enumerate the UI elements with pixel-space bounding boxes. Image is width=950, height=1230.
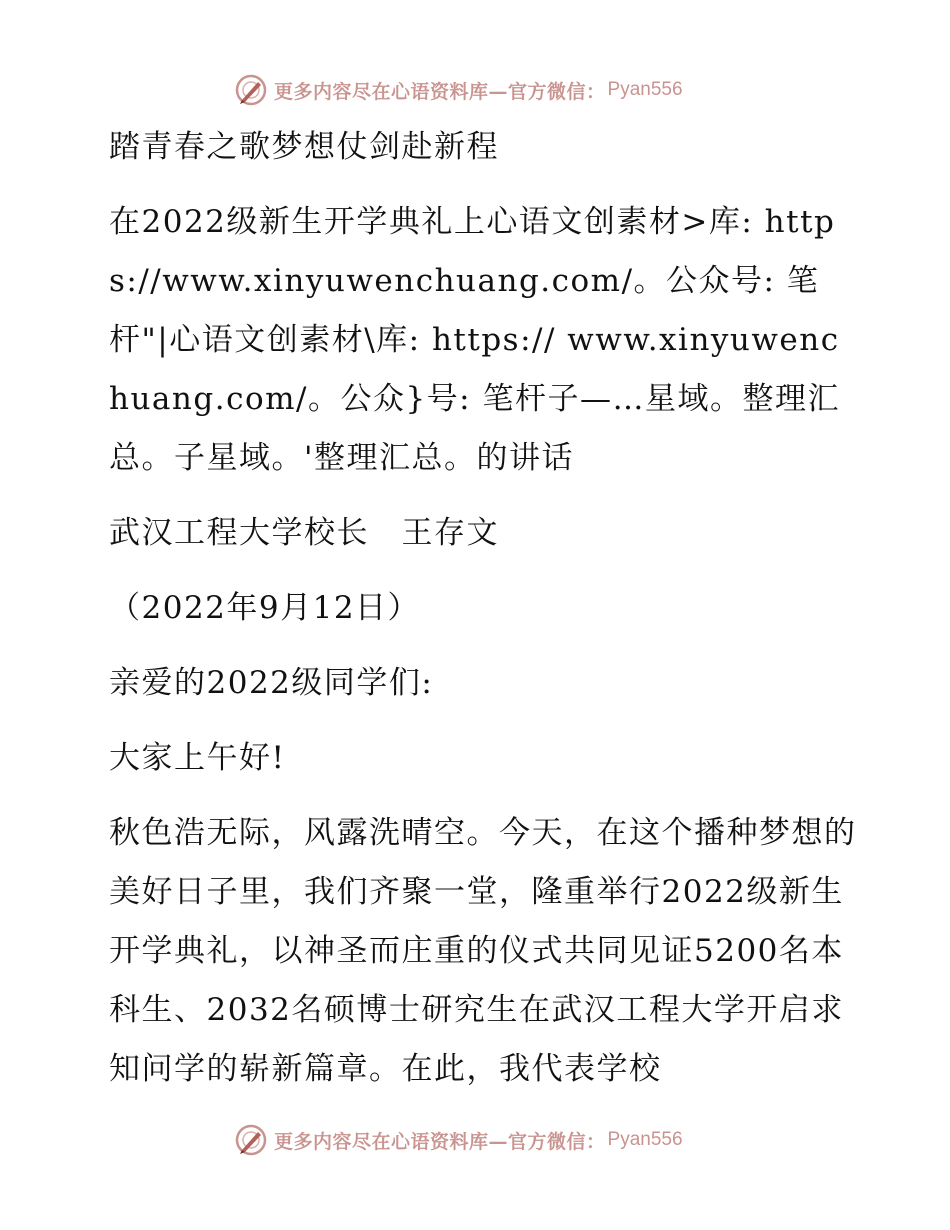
document-title: 踏青春之歌梦想仗剑赴新程 xyxy=(109,129,499,165)
watermark-text: 更多内容尽在心语资料库—官方微信： xyxy=(274,1130,606,1153)
document-greeting: 大家上午好! xyxy=(109,740,286,776)
watermark-banner-bottom xyxy=(234,1122,683,1158)
watermark-banner-top xyxy=(234,72,683,108)
document-subtitle: 在2022级新生开学典礼上心语文创素材>库: https://www.xinyuwenchuang.com/。公众号: 笔杆"|心语文创素材\库: https:// www.xinyuwenchuang.com/。公众}号: 笔杆子—…星域。整理汇总。子星域。'整理汇总。的讲话 xyxy=(109,204,840,476)
document-date: （2022年9月12日） xyxy=(109,590,421,626)
document-body xyxy=(97,118,857,1115)
document-body-paragraph: 秋色浩无际，风露洗晴空。今天，在这个播种梦想的美好日子里，我们齐聚一堂，隆重举行2022级新生开学典礼，以神圣而庄重的仪式共同见证5200名本科生、2032名硕博士研究生在武汉工程大学开启求知问学的崭新篇章。在此，我代表学校 xyxy=(109,815,857,1087)
document-salutation: 亲爱的2022级同学们: xyxy=(109,665,434,701)
pen-logo-icon xyxy=(234,1123,268,1157)
watermark-wechat-id: Pyan556 xyxy=(607,79,683,100)
watermark-wechat-id: Pyan556 xyxy=(607,1129,683,1150)
pen-logo-icon xyxy=(234,73,268,107)
watermark-text: 更多内容尽在心语资料库—官方微信： xyxy=(274,80,606,103)
document-author: 武汉工程大学校长 王存文 xyxy=(109,515,499,551)
